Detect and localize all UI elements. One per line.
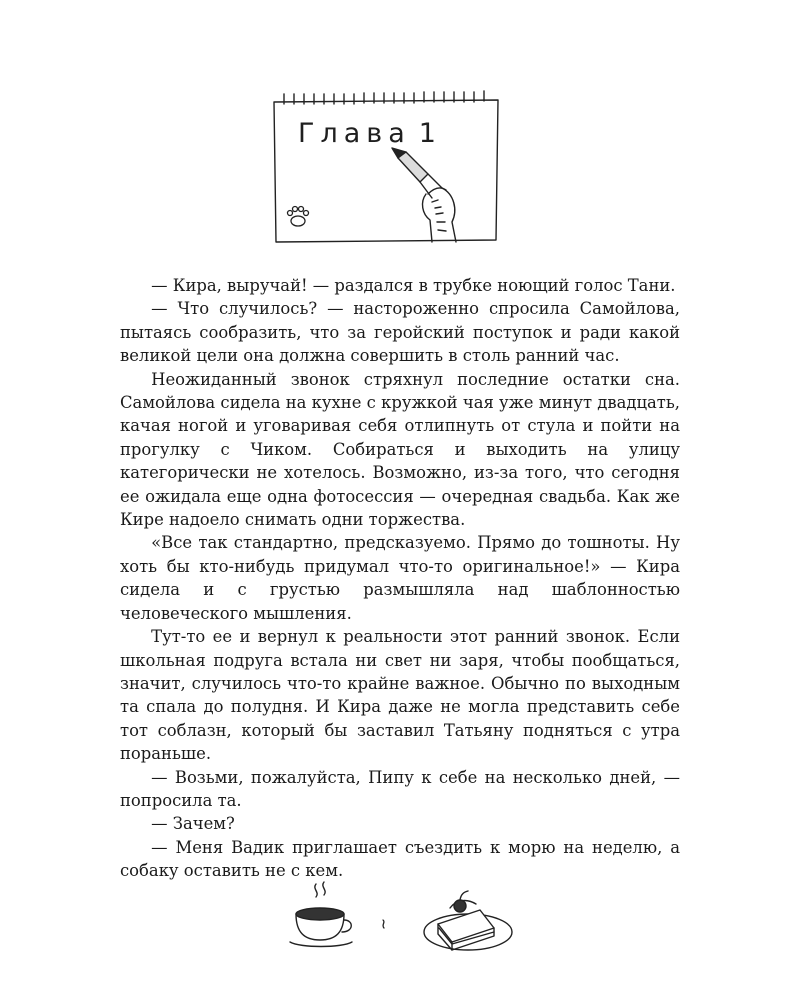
crumb-icon xyxy=(383,920,384,928)
bottom-decoration xyxy=(280,880,520,960)
cake-slice-icon xyxy=(424,891,512,950)
pencil-in-hand-icon xyxy=(392,148,456,242)
chapter-number: 1 xyxy=(418,118,442,149)
coffee-cup-icon xyxy=(290,882,352,947)
chapter-word: Глава xyxy=(298,118,411,149)
paragraph: — Зачем? xyxy=(151,814,235,834)
paragraph: — Что случилось? — настороженно спросила Самойлова, пытаясь сообразить, что за геройский поступок и ради какой великой цели она должна совершить в столь ранний час. xyxy=(120,299,680,366)
paragraph: — Меня Вадик приглашает съездить к морю на неделю, а собаку оставить не с кем. xyxy=(120,837,680,881)
chapter-text xyxy=(120,274,680,883)
chapter-header xyxy=(270,90,505,250)
paw-print-icon xyxy=(288,207,309,227)
chapter-title xyxy=(270,118,470,149)
paragraph: Тут-то ее и вернул к реальности этот ранний звонок. Если школьная подруга встала ни свет ни заря, чтобы пообщаться, значит, случилось что-то крайне важное. Обычно по выходным та спала до полудня. И Кира даже не могла представить себе тот соблазн, который бы заставил Татьяну подняться с утра пораньше. xyxy=(120,627,680,764)
paragraph: Неожиданный звонок стряхнул последние остатки сна. Самойлова сидела на кухне с кружкой чая уже минут двадцать, качая ногой и уговаривая себя отлипнуть от стула и пойти на прогулку с Чиком. Собираться и выходить на улицу категорически не хотелось. Возможно, из-за того, что сегодня ее ожидала еще одна фотосессия — очередная свадьба. Как же Кире надоело снимать одни торжества. xyxy=(120,369,680,530)
notepad-icon xyxy=(270,90,505,250)
paragraph: — Кира, выручай! — раздался в трубке ноющий голос Тани. xyxy=(151,276,676,295)
paragraph: «Все так стандартно, предсказуемо. Прямо до тошноты. Ну хоть бы кто-нибудь придумал что-то оригинальное!» — Кира сидела и с грустью размышляла над шаблонностью человеческого мышления. xyxy=(120,533,680,623)
paragraph: — Возьми, пожалуйста, Пипу к себе на несколько дней, — попросила та. xyxy=(120,767,680,810)
